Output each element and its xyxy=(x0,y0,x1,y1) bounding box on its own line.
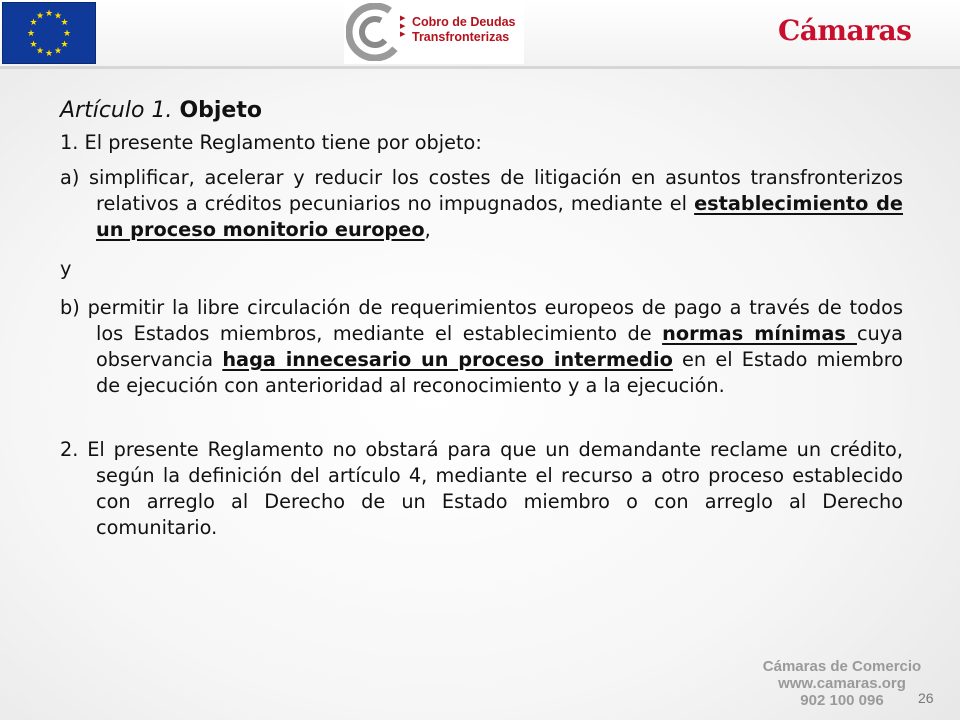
footer-phone: 902 100 096 xyxy=(800,692,884,709)
item-a xyxy=(60,165,903,243)
item-b-text-2: cuya observancia xyxy=(96,322,903,371)
eu-flag-logo xyxy=(2,2,96,64)
svg-text:★: ★ xyxy=(35,46,45,57)
logo-line-1: Cobro de Deudas xyxy=(412,15,516,29)
footer-web: www.camaras.org xyxy=(778,675,906,692)
svg-text:★: ★ xyxy=(60,18,69,28)
cobro-deudas-logo xyxy=(344,0,524,64)
svg-text:★: ★ xyxy=(29,18,38,28)
c-logo-icon xyxy=(346,3,406,61)
conjunction-y: y xyxy=(60,257,72,280)
footer-org: Cámaras de Comercio xyxy=(762,658,922,675)
title-bold: Objeto xyxy=(179,98,262,123)
svg-text:★: ★ xyxy=(29,40,38,50)
slide-content xyxy=(60,98,903,541)
camaras-logo-text: Cámaras xyxy=(778,14,912,47)
arrows-icon: ▶ ▶ ▶ xyxy=(400,14,406,38)
item-a-underlined: establecimiento de un proceso monitorio europeo xyxy=(96,192,903,241)
footer-watermark xyxy=(752,658,932,709)
item-b-bold-2: haga innecesario un proceso intermedio xyxy=(222,348,673,371)
svg-text:★: ★ xyxy=(44,49,54,59)
item-b-bold-1: normas mínimas xyxy=(662,322,857,345)
eu-stars-icon xyxy=(3,3,95,63)
paragraph-1: 1. El presente Reglamento tiene por objeto: xyxy=(60,131,482,154)
page-number: 26 xyxy=(918,690,934,706)
article-title xyxy=(60,98,903,123)
item-a-end: , xyxy=(424,218,431,241)
svg-text:★: ★ xyxy=(53,11,63,22)
svg-text:★: ★ xyxy=(62,29,72,39)
item-a-text: a) simplificar, acelerar y reducir los costes de litigación en asuntos transfronterizos relativos a créditos pecuniarios no impugnados, mediante el xyxy=(60,166,903,215)
item-b-text-3: en el Estado miembro de ejecución con anterioridad al reconocimiento y a la ejecución. xyxy=(96,348,903,397)
svg-text:★: ★ xyxy=(35,11,45,22)
item-b xyxy=(60,295,903,399)
logo-line-2: Transfronterizas xyxy=(412,30,510,44)
svg-text:★: ★ xyxy=(60,40,69,50)
svg-text:★: ★ xyxy=(53,46,63,57)
header-bar xyxy=(0,0,960,69)
paragraph-2: 2. El presente Reglamento no obstará para que un demandante reclame un crédito, según la definición del artículo 4, mediante el recurso a otro proceso establecido con arreglo al Derecho de un Estado miembro o con arreglo al Derecho comunitario. xyxy=(60,438,903,539)
title-italic: Artículo 1. xyxy=(60,98,173,123)
item-b-text-1: b) permitir la libre circulación de requerimientos europeos de pago a través de todos los Estados miembros, mediante el establecimiento de xyxy=(60,296,903,345)
svg-text:★: ★ xyxy=(26,29,36,39)
camaras-logo xyxy=(778,14,911,50)
svg-text:★: ★ xyxy=(44,9,54,19)
